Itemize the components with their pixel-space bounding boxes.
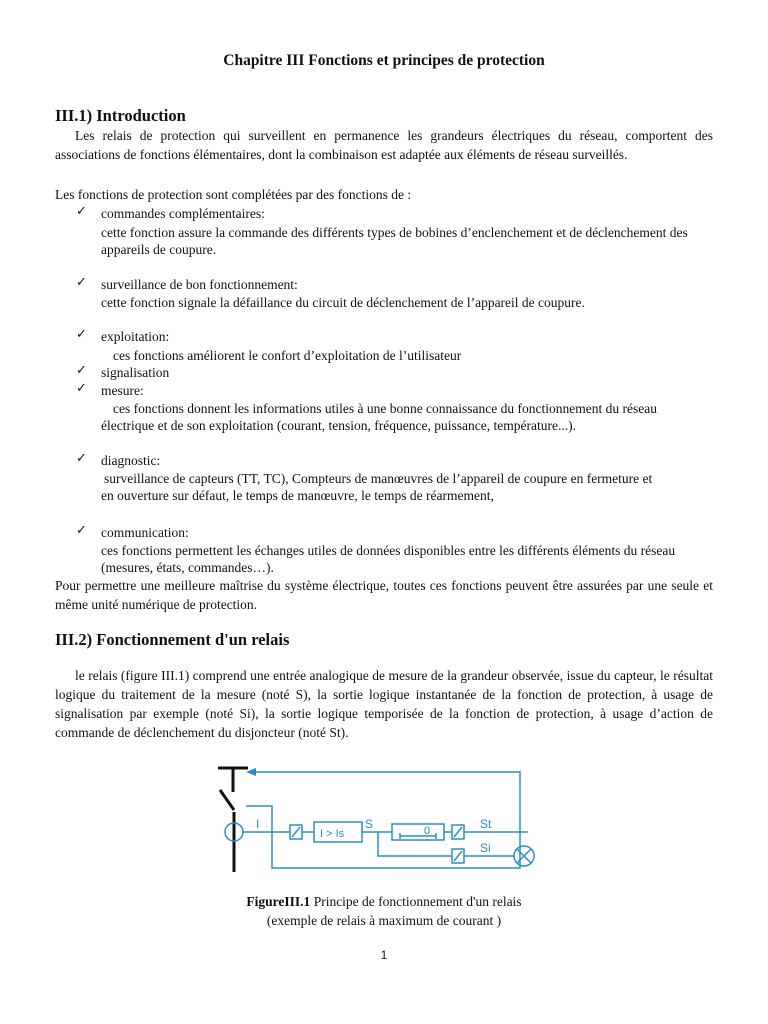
relay-principle-figure: [210, 760, 550, 880]
label-zero: 0: [424, 825, 431, 837]
item-desc-commandes: cette fonction assure la commande des différents types de bobines d’enclenchement et de déclenchement des appareils de coupure.: [101, 225, 688, 257]
item-label-signalisation: signalisation: [101, 365, 170, 380]
item-desc-mesure: ces fonctions donnent les informations utiles à une bonne connaissance du fonctionnement du réseau électrique et de son exploitation (courant, tension, fréquence, puissance, température...).: [101, 401, 657, 433]
item-label-diagnostic: diagnostic:: [101, 453, 161, 468]
figure-caption-number: FigureIII.1: [246, 894, 311, 909]
item-desc-exploitation: ces fonctions améliorent le confort d’exploitation de l’utilisateur: [113, 348, 462, 363]
figure-caption-title: Principe de fonctionnement d'un relais: [310, 894, 522, 909]
label-s: S: [365, 817, 374, 831]
figure-caption: [0, 893, 768, 911]
relais-paragraph: le relais (figure III.1) comprend une entrée analogique de mesure de la grandeur observée, issue du capteur, le résultat logique du traitement de la mesure (noté S), la sortie logique instantanée de la fonction de protection, à usage de signalisation par exemple (noté Si), la sortie logique temporisée de la fonction de protection, à usage d’action de commande de déclenchement du disjoncteur (noté St).: [55, 668, 713, 740]
item-desc-diagnostic: surveillance de capteurs (TT, TC), Compteurs de manœuvres de l’appareil de coupure en fermeture et en ouverture sur défaut, le temps de manœuvre, le temps de réarmement,: [101, 471, 653, 503]
section-heading-introduction: III.1) Introduction: [55, 106, 186, 125]
item-desc-surveillance: cette fonction signale la défaillance du circuit de déclenchement de l’appareil de coupure.: [101, 295, 585, 310]
label-i: I: [256, 817, 260, 831]
figure-caption-subtitle: (exemple de relais à maximum de courant ): [266, 913, 502, 928]
label-st: St: [480, 817, 492, 831]
checkmark-icon: ✓: [76, 203, 87, 218]
checkmark-icon: ✓: [76, 380, 87, 395]
label-comparator: I > Is: [320, 828, 345, 840]
section-heading-relais: III.2) Fonctionnement d'un relais: [55, 630, 290, 649]
page-number: 1: [380, 948, 388, 962]
label-si: Si: [480, 841, 491, 855]
item-label-communication: communication:: [101, 525, 189, 540]
item-label-commandes: commandes complémentaires:: [101, 206, 265, 221]
checkmark-icon: ✓: [76, 362, 87, 377]
circuit-breaker-symbol: [218, 768, 248, 872]
closing-paragraph: Pour permettre une meilleure maîtrise du système électrique, toutes ces fonctions peuvent être assurées par une seule et même unité numérique de protection.: [55, 578, 713, 612]
intro-paragraph: Les relais de protection qui surveillent en permanence les grandeurs électriques du réseau, comportent des associations de fonctions élémentaires, dont la combinaison est adaptée aux éléments de réseau surveillés.: [55, 128, 713, 162]
checkmark-icon: ✓: [76, 326, 87, 341]
item-label-exploitation: exploitation:: [101, 329, 170, 344]
item-label-mesure: mesure:: [101, 383, 144, 398]
checkmark-icon: ✓: [76, 522, 87, 537]
functions-lead-text: Les fonctions de protection sont complétées par des fonctions de :: [55, 187, 412, 202]
chapter-title: Chapitre III Fonctions et principes de protection: [223, 52, 545, 69]
item-desc-communication: ces fonctions permettent les échanges utiles de données disponibles entre les différents éléments du réseau (mesures, états, commandes…).: [101, 543, 676, 575]
checkmark-icon: ✓: [76, 450, 87, 465]
item-label-surveillance: surveillance de bon fonctionnement:: [101, 277, 298, 292]
checkmark-icon: ✓: [76, 274, 87, 289]
